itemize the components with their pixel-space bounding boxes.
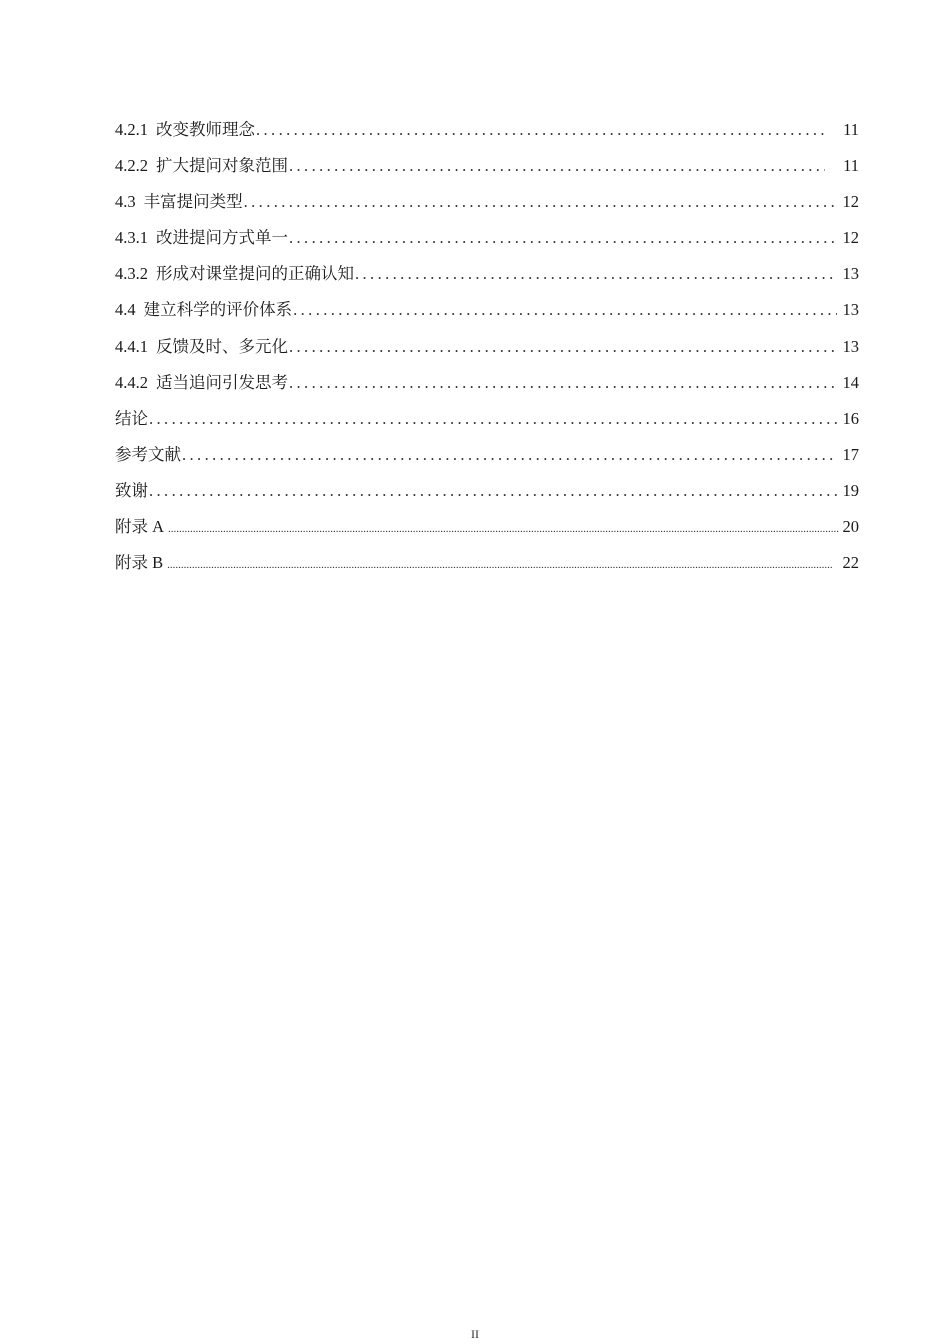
dot-leader [167,547,833,583]
toc-entry[interactable] [115,365,859,401]
toc-entry-page: 11 [843,120,859,139]
toc-entry-title: 参考文献 [115,444,181,464]
toc-entry[interactable] [115,292,859,328]
toc-entry-number: 4.4.2 [115,372,148,392]
toc-entry[interactable] [115,437,859,473]
toc-entry[interactable] [115,473,859,509]
toc-entry-title: 改进提问方式单一 [156,228,288,248]
dot-leader [289,329,837,365]
toc-entry-number: 4.3 [115,192,136,212]
toc-entry-number: 4.2.2 [115,156,148,176]
toc-entry-number: 4.3.1 [115,228,148,248]
toc-entry-title: 丰富提问类型 [143,192,243,212]
dot-leader [289,365,837,401]
dot-leader [244,184,837,220]
toc-entry-title: 适当追问引发思考 [156,372,288,392]
toc-entry-title: 附录 B [115,553,164,573]
toc-entry-page: 12 [842,228,859,248]
toc-entry-title: 形成对课堂提问的正确认知 [156,264,354,284]
toc-entry[interactable] [115,148,859,184]
dot-leader [293,292,837,328]
toc-entry[interactable] [115,112,859,148]
toc-entry-number: 4.4 [115,300,136,320]
toc-entry-page: 11 [843,156,859,176]
toc-entry-page: 13 [842,336,859,356]
toc-entry-page: 20 [842,517,859,537]
toc-entry-number: 4.2.1 [115,120,148,139]
toc-entry-page: 13 [842,300,859,320]
toc-entry[interactable] [115,184,859,220]
toc-entry-title: 致谢 [115,480,148,500]
dot-leader [182,437,837,473]
toc-entry-title: 附录 A [115,517,165,537]
dot-leader [168,511,839,547]
table-of-contents [115,112,859,581]
toc-entry-page: 19 [842,480,859,500]
page-number-footer: II [471,1327,479,1341]
dot-leader [149,401,837,437]
toc-entry[interactable] [115,329,859,365]
dot-leader [149,473,837,509]
toc-entry-title: 结论 [115,408,148,428]
toc-entry-page: 22 [842,553,859,573]
toc-entry-title: 扩大提问对象范围 [156,156,288,176]
toc-entry-title: 建立科学的评价体系 [143,300,293,320]
toc-entry-number: 4.3.2 [115,264,148,284]
toc-entry-page: 12 [842,192,859,212]
toc-entry-title: 改变教师理念 [156,120,255,139]
toc-entry-page: 13 [842,264,859,284]
toc-entry[interactable] [115,401,859,437]
dot-leader [256,112,825,148]
toc-entry-number: 4.4.1 [115,336,148,356]
toc-entry-title: 反馈及时、多元化 [156,336,288,356]
dot-leader [289,148,825,184]
dot-leader [289,220,837,256]
toc-entry[interactable] [115,545,859,581]
dot-leader [355,256,837,292]
toc-entry-page: 17 [842,444,859,464]
toc-entry[interactable] [115,509,859,545]
toc-entry[interactable] [115,220,859,256]
toc-entry-page: 14 [842,372,859,392]
toc-entry-page: 16 [842,408,859,428]
toc-entry[interactable] [115,256,859,292]
